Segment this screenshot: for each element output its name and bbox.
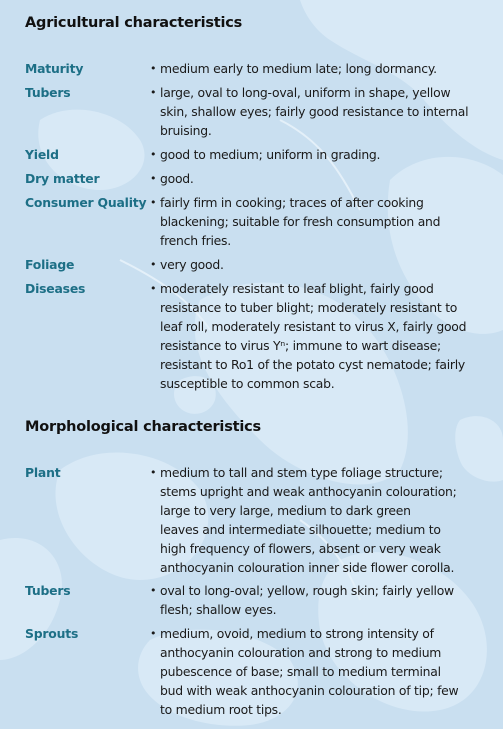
bullet-marker: • — [150, 196, 157, 209]
row-description: good. — [160, 171, 194, 186]
row-description: medium early to medium late; long dormancy. — [160, 61, 437, 76]
bullet-marker: • — [150, 172, 157, 185]
row-label: Diseases — [25, 281, 86, 296]
row-label: Maturity — [25, 61, 84, 76]
section-title-morphological: Morphological characteristics — [25, 419, 261, 435]
bullet-marker: • — [150, 627, 157, 640]
bullet-marker: • — [150, 466, 157, 479]
bullet-marker: • — [150, 86, 157, 99]
row-label: Yield — [25, 147, 59, 162]
row-label: Consumer Quality — [25, 195, 147, 210]
row-label: Dry matter — [25, 171, 100, 186]
bullet-marker: • — [150, 258, 157, 271]
row-description: large, oval to long-oval, uniform in shape, yellow skin, shallow eyes; fairly good resistance to internal bruising. — [160, 85, 469, 138]
bullet-marker: • — [150, 282, 157, 295]
row-description: good to medium; uniform in grading. — [160, 147, 381, 162]
row-description: medium to tall and stem type foliage structure; stems upright and weak anthocyanin colouration; large to very large, medium to dark green leaves and intermediate silhouette; medium to high frequency of flowers, absent or very weak anthocyanin colouration inner side flower corolla. — [160, 465, 457, 575]
row-label: Tubers — [25, 583, 71, 598]
bullet-marker: • — [150, 584, 157, 597]
bullet-marker: • — [150, 62, 157, 75]
row-label: Tubers — [25, 85, 71, 100]
bullet-marker: • — [150, 148, 157, 161]
row-label: Foliage — [25, 257, 75, 272]
section-title-agricultural: Agricultural characteristics — [25, 15, 243, 31]
row-description: oval to long-oval; yellow, rough skin; fairly yellow flesh; shallow eyes. — [160, 583, 454, 617]
row-description: medium, ovoid, medium to strong intensity of anthocyanin colouration and strong to medium pubescence of base; small to medium terminal bud with weak anthocyanin colouration of tip; few to medium root tips. — [160, 626, 459, 717]
row-label: Sprouts — [25, 626, 79, 641]
row-label: Plant — [25, 465, 61, 480]
row-description: moderately resistant to leaf blight, fairly good resistance to tuber blight; moderately resistant to leaf roll, moderately resistant to virus X, fairly good resistance to virus Yⁿ; immune to wart disease; resistant to Ro1 of the potato cyst nematode; fairly susceptible to common scab. — [160, 281, 467, 391]
row-description: very good. — [160, 257, 224, 272]
row-description: fairly firm in cooking; traces of after cooking blackening; suitable for fresh consumption and french fries. — [160, 195, 441, 248]
